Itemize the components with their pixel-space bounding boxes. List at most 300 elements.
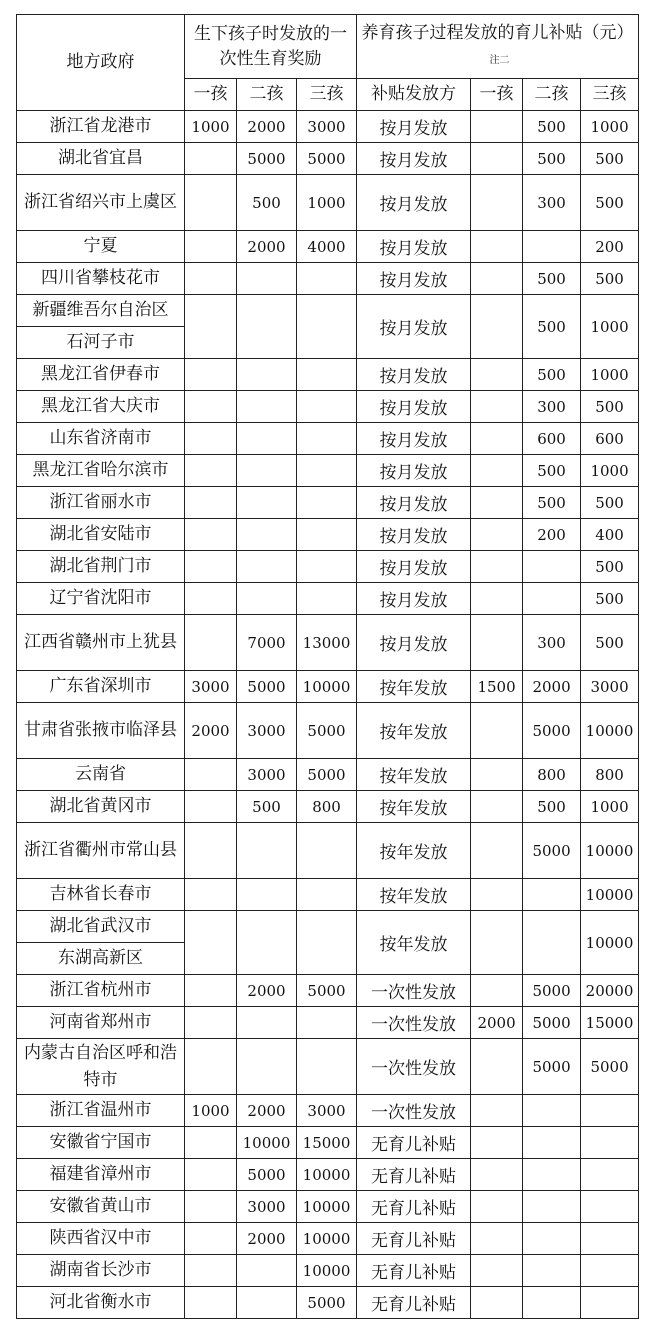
header-subsidy-child3: 三孩 [581, 79, 639, 111]
table-row [17, 615, 639, 671]
cell-birth-child3 [297, 1007, 357, 1039]
cell-subsidy-child3: 15000 [581, 1007, 639, 1039]
cell-birth-child3: 5000 [297, 975, 357, 1007]
cell-subsidy-child3: 1000 [581, 359, 639, 391]
cell-birth-child1 [185, 1191, 237, 1223]
cell-subsidy-child3: 3000 [581, 671, 639, 703]
cell-method: 按月发放 [357, 231, 471, 263]
cell-subsidy-child2: 5000 [523, 1039, 581, 1095]
cell-subsidy-child1 [471, 263, 523, 295]
cell-subsidy-child2: 5000 [523, 1007, 581, 1039]
header-birth-child3: 三孩 [297, 79, 357, 111]
cell-subsidy-child3: 1000 [581, 111, 639, 143]
header-method: 补贴发放方 [357, 79, 471, 111]
cell-birth-child2: 2000 [237, 111, 297, 143]
cell-method: 按月发放 [357, 455, 471, 487]
cell-birth-child3: 15000 [297, 1127, 357, 1159]
cell-birth-child3: 5000 [297, 1287, 357, 1319]
cell-subsidy-child2 [523, 1223, 581, 1255]
cell-birth-child2 [237, 295, 297, 359]
cell-subsidy-child3: 20000 [581, 975, 639, 1007]
cell-method: 一次性发放 [357, 975, 471, 1007]
cell-subsidy-child1 [471, 359, 523, 391]
cell-subsidy-child1 [471, 1287, 523, 1319]
cell-birth-child3: 1000 [297, 175, 357, 231]
cell-subsidy-child1 [471, 1223, 523, 1255]
table-row [17, 1159, 639, 1191]
cell-subsidy-child3: 10000 [581, 703, 639, 759]
table-row [17, 1191, 639, 1223]
cell-birth-child1 [185, 1255, 237, 1287]
cell-government: 内蒙古自治区呼和浩特市 [17, 1039, 185, 1095]
cell-birth-child2 [237, 519, 297, 551]
cell-government: 浙江省衢州市常山县 [17, 823, 185, 879]
cell-subsidy-child3: 1000 [581, 791, 639, 823]
cell-government: 湖北省武汉市 [17, 911, 185, 943]
table-row [17, 263, 639, 295]
cell-birth-child2: 5000 [237, 1159, 297, 1191]
cell-subsidy-child3: 500 [581, 615, 639, 671]
cell-subsidy-child2: 300 [523, 175, 581, 231]
table-row [17, 231, 639, 263]
cell-method: 无育儿补贴 [357, 1159, 471, 1191]
cell-birth-child2: 3000 [237, 703, 297, 759]
cell-subsidy-child2: 500 [523, 791, 581, 823]
header-subsidy-child1: 一孩 [471, 79, 523, 111]
cell-birth-child1 [185, 615, 237, 671]
cell-birth-child3: 800 [297, 791, 357, 823]
table-row [17, 455, 639, 487]
cell-government: 宁夏 [17, 231, 185, 263]
cell-subsidy-child2: 300 [523, 391, 581, 423]
cell-subsidy-child2: 5000 [523, 823, 581, 879]
cell-birth-child2: 10000 [237, 1127, 297, 1159]
table-row [17, 1255, 639, 1287]
cell-subsidy-child1 [471, 519, 523, 551]
table-row [17, 823, 639, 879]
cell-birth-child1 [185, 359, 237, 391]
cell-birth-child3: 5000 [297, 759, 357, 791]
cell-birth-child1: 3000 [185, 671, 237, 703]
cell-birth-child2 [237, 359, 297, 391]
cell-government: 四川省攀枝花市 [17, 263, 185, 295]
cell-subsidy-child2: 500 [523, 455, 581, 487]
cell-method: 按月发放 [357, 391, 471, 423]
cell-method: 按月发放 [357, 295, 471, 359]
cell-subsidy-child1 [471, 703, 523, 759]
cell-government: 安徽省黄山市 [17, 1191, 185, 1223]
cell-government: 山东省济南市 [17, 423, 185, 455]
cell-method: 按年发放 [357, 879, 471, 911]
cell-government: 河北省衡水市 [17, 1287, 185, 1319]
cell-birth-child2 [237, 391, 297, 423]
cell-subsidy-child3: 1000 [581, 455, 639, 487]
cell-subsidy-child3: 10000 [581, 879, 639, 911]
cell-subsidy-child3: 200 [581, 231, 639, 263]
table-row [17, 975, 639, 1007]
cell-birth-child1 [185, 423, 237, 455]
cell-birth-child2: 3000 [237, 1191, 297, 1223]
cell-birth-child2 [237, 1287, 297, 1319]
cell-subsidy-child2: 500 [523, 359, 581, 391]
cell-subsidy-child1 [471, 111, 523, 143]
cell-subsidy-child1 [471, 1191, 523, 1223]
cell-subsidy-child1 [471, 791, 523, 823]
cell-subsidy-child1 [471, 879, 523, 911]
header-birth-child2: 二孩 [237, 79, 297, 111]
cell-subsidy-child3 [581, 1287, 639, 1319]
cell-method: 按月发放 [357, 487, 471, 519]
cell-subsidy-child3: 400 [581, 519, 639, 551]
cell-subsidy-child1 [471, 143, 523, 175]
cell-birth-child3: 3000 [297, 1095, 357, 1127]
cell-subsidy-child1 [471, 615, 523, 671]
cell-birth-child3 [297, 295, 357, 359]
cell-subsidy-child2 [523, 231, 581, 263]
cell-method: 无育儿补贴 [357, 1127, 471, 1159]
cell-birth-child3 [297, 391, 357, 423]
table-row [17, 295, 639, 327]
cell-subsidy-child1 [471, 823, 523, 879]
cell-birth-child1 [185, 1223, 237, 1255]
table-row [17, 703, 639, 759]
cell-birth-child3: 5000 [297, 703, 357, 759]
cell-government: 广东省深圳市 [17, 671, 185, 703]
cell-birth-child1: 2000 [185, 703, 237, 759]
cell-birth-child2: 2000 [237, 1095, 297, 1127]
cell-government: 浙江省杭州市 [17, 975, 185, 1007]
cell-government: 湖南省长沙市 [17, 1255, 185, 1287]
cell-subsidy-child2 [523, 1255, 581, 1287]
cell-subsidy-child2: 200 [523, 519, 581, 551]
cell-subsidy-child2: 500 [523, 295, 581, 359]
cell-subsidy-child2: 500 [523, 487, 581, 519]
table-row [17, 1095, 639, 1127]
cell-method: 按月发放 [357, 175, 471, 231]
cell-birth-child2: 2000 [237, 1223, 297, 1255]
cell-birth-child1 [185, 175, 237, 231]
cell-method: 一次性发放 [357, 1007, 471, 1039]
cell-birth-child2 [237, 551, 297, 583]
cell-government: 湖北省黄冈市 [17, 791, 185, 823]
cell-subsidy-child2 [523, 551, 581, 583]
cell-government-line2: 东湖高新区 [17, 943, 185, 975]
cell-birth-child3: 5000 [297, 143, 357, 175]
cell-government: 河南省郑州市 [17, 1007, 185, 1039]
cell-government: 辽宁省沈阳市 [17, 583, 185, 615]
header-birth-reward: 生下孩子时发放的一次性生育奖励 [185, 15, 357, 79]
cell-birth-child1 [185, 143, 237, 175]
cell-government: 云南省 [17, 759, 185, 791]
cell-method: 按月发放 [357, 519, 471, 551]
cell-subsidy-child1 [471, 175, 523, 231]
cell-method: 按月发放 [357, 615, 471, 671]
cell-birth-child2 [237, 263, 297, 295]
subsidy-table [16, 14, 639, 1319]
cell-subsidy-child2 [523, 1127, 581, 1159]
table-row [17, 175, 639, 231]
cell-birth-child1 [185, 791, 237, 823]
cell-birth-child1 [185, 263, 237, 295]
cell-subsidy-child1: 2000 [471, 1007, 523, 1039]
cell-subsidy-child2: 800 [523, 759, 581, 791]
cell-method: 按月发放 [357, 359, 471, 391]
cell-birth-child1 [185, 823, 237, 879]
cell-birth-child1 [185, 1039, 237, 1095]
cell-subsidy-child2: 5000 [523, 975, 581, 1007]
cell-subsidy-child1 [471, 911, 523, 975]
cell-method: 按年发放 [357, 671, 471, 703]
cell-subsidy-child1: 1500 [471, 671, 523, 703]
cell-subsidy-child3: 500 [581, 175, 639, 231]
cell-birth-child2 [237, 823, 297, 879]
cell-subsidy-child3: 10000 [581, 823, 639, 879]
table-body [17, 111, 639, 1319]
cell-birth-child2 [237, 1255, 297, 1287]
cell-government: 黑龙江省大庆市 [17, 391, 185, 423]
cell-method: 按月发放 [357, 583, 471, 615]
cell-method: 按月发放 [357, 551, 471, 583]
cell-birth-child1 [185, 911, 237, 975]
cell-subsidy-child3 [581, 1191, 639, 1223]
cell-birth-child3: 3000 [297, 111, 357, 143]
cell-birth-child1 [185, 487, 237, 519]
cell-government: 陕西省汉中市 [17, 1223, 185, 1255]
cell-method: 一次性发放 [357, 1095, 471, 1127]
cell-method: 按年发放 [357, 791, 471, 823]
cell-birth-child3 [297, 519, 357, 551]
cell-subsidy-child3: 10000 [581, 911, 639, 975]
cell-birth-child3 [297, 879, 357, 911]
cell-subsidy-child3 [581, 1127, 639, 1159]
cell-subsidy-child2 [523, 583, 581, 615]
table-row [17, 911, 639, 943]
cell-government: 甘肃省张掖市临泽县 [17, 703, 185, 759]
cell-subsidy-child1 [471, 759, 523, 791]
cell-government: 黑龙江省哈尔滨市 [17, 455, 185, 487]
cell-method: 无育儿补贴 [357, 1287, 471, 1319]
cell-subsidy-child1 [471, 1159, 523, 1191]
cell-subsidy-child3: 500 [581, 263, 639, 295]
cell-birth-child3 [297, 263, 357, 295]
header-raising-subsidy [357, 15, 639, 79]
table-row [17, 359, 639, 391]
table-row [17, 487, 639, 519]
table-row [17, 1223, 639, 1255]
cell-subsidy-child3: 500 [581, 391, 639, 423]
cell-birth-child2: 7000 [237, 615, 297, 671]
cell-subsidy-child2 [523, 1287, 581, 1319]
cell-birth-child1 [185, 759, 237, 791]
cell-subsidy-child3: 800 [581, 759, 639, 791]
cell-government: 湖北省安陆市 [17, 519, 185, 551]
table-row [17, 1039, 639, 1095]
cell-birth-child1 [185, 879, 237, 911]
cell-birth-child2 [237, 423, 297, 455]
cell-birth-child3: 10000 [297, 1191, 357, 1223]
cell-birth-child3: 10000 [297, 671, 357, 703]
table-row [17, 759, 639, 791]
cell-government: 浙江省绍兴市上虞区 [17, 175, 185, 231]
table-row [17, 671, 639, 703]
cell-subsidy-child2: 5000 [523, 703, 581, 759]
cell-birth-child1 [185, 231, 237, 263]
cell-birth-child3 [297, 551, 357, 583]
cell-subsidy-child2 [523, 1095, 581, 1127]
cell-subsidy-child3 [581, 1255, 639, 1287]
table-row [17, 423, 639, 455]
cell-birth-child3: 4000 [297, 231, 357, 263]
cell-method: 无育儿补贴 [357, 1223, 471, 1255]
table-row [17, 143, 639, 175]
cell-subsidy-child1 [471, 391, 523, 423]
cell-method: 无育儿补贴 [357, 1191, 471, 1223]
cell-government: 黑龙江省伊春市 [17, 359, 185, 391]
cell-subsidy-child1 [471, 551, 523, 583]
cell-method: 按月发放 [357, 423, 471, 455]
cell-subsidy-child3: 500 [581, 143, 639, 175]
table-row [17, 583, 639, 615]
cell-subsidy-child1 [471, 1127, 523, 1159]
cell-birth-child3 [297, 911, 357, 975]
header-government: 地方政府 [17, 15, 185, 111]
cell-birth-child3 [297, 583, 357, 615]
table-row [17, 551, 639, 583]
table-row [17, 391, 639, 423]
cell-birth-child2 [237, 487, 297, 519]
cell-subsidy-child1 [471, 455, 523, 487]
cell-method: 按年发放 [357, 759, 471, 791]
cell-birth-child1 [185, 975, 237, 1007]
table-row [17, 111, 639, 143]
table-row [17, 791, 639, 823]
cell-subsidy-child2: 500 [523, 263, 581, 295]
cell-birth-child1 [185, 391, 237, 423]
cell-government: 浙江省温州市 [17, 1095, 185, 1127]
cell-birth-child1 [185, 1287, 237, 1319]
cell-subsidy-child3 [581, 1223, 639, 1255]
cell-government: 浙江省丽水市 [17, 487, 185, 519]
cell-subsidy-child2 [523, 879, 581, 911]
cell-subsidy-child3 [581, 1095, 639, 1127]
cell-birth-child1 [185, 295, 237, 359]
cell-subsidy-child2: 2000 [523, 671, 581, 703]
cell-birth-child1 [185, 1127, 237, 1159]
cell-birth-child2: 3000 [237, 759, 297, 791]
cell-subsidy-child2: 500 [523, 143, 581, 175]
cell-birth-child3: 10000 [297, 1159, 357, 1191]
cell-birth-child3 [297, 487, 357, 519]
cell-birth-child1: 1000 [185, 1095, 237, 1127]
cell-subsidy-child1 [471, 1095, 523, 1127]
cell-subsidy-child3: 1000 [581, 295, 639, 359]
cell-subsidy-child1 [471, 1039, 523, 1095]
cell-subsidy-child1 [471, 975, 523, 1007]
cell-birth-child3: 13000 [297, 615, 357, 671]
cell-subsidy-child3: 500 [581, 487, 639, 519]
cell-subsidy-child2 [523, 1191, 581, 1223]
table-row [17, 519, 639, 551]
cell-government: 湖北省宜昌 [17, 143, 185, 175]
cell-method: 按月发放 [357, 143, 471, 175]
cell-government: 江西省赣州市上犹县 [17, 615, 185, 671]
cell-method: 按月发放 [357, 111, 471, 143]
cell-birth-child2: 5000 [237, 671, 297, 703]
cell-method: 按年发放 [357, 703, 471, 759]
cell-birth-child2 [237, 1007, 297, 1039]
cell-subsidy-child1 [471, 295, 523, 359]
cell-birth-child3 [297, 455, 357, 487]
cell-subsidy-child1 [471, 423, 523, 455]
cell-government: 吉林省长春市 [17, 879, 185, 911]
cell-method: 按年发放 [357, 823, 471, 879]
cell-government: 湖北省荆门市 [17, 551, 185, 583]
cell-subsidy-child3: 500 [581, 551, 639, 583]
cell-subsidy-child2: 300 [523, 615, 581, 671]
cell-birth-child2 [237, 911, 297, 975]
header-raising-subsidy-text: 养育孩子过程发放的育儿补贴（元） [361, 22, 634, 43]
cell-birth-child2: 2000 [237, 231, 297, 263]
cell-birth-child2: 500 [237, 175, 297, 231]
table-row [17, 1127, 639, 1159]
cell-birth-child2: 5000 [237, 143, 297, 175]
cell-subsidy-child1 [471, 487, 523, 519]
cell-subsidy-child1 [471, 1255, 523, 1287]
cell-birth-child1 [185, 551, 237, 583]
cell-method: 无育儿补贴 [357, 1255, 471, 1287]
cell-subsidy-child3: 500 [581, 583, 639, 615]
header-birth-child1: 一孩 [185, 79, 237, 111]
cell-birth-child1 [185, 1007, 237, 1039]
cell-birth-child1: 1000 [185, 111, 237, 143]
cell-method: 按年发放 [357, 911, 471, 975]
cell-birth-child2 [237, 455, 297, 487]
cell-birth-child1 [185, 519, 237, 551]
cell-subsidy-child1 [471, 231, 523, 263]
cell-government: 安徽省宁国市 [17, 1127, 185, 1159]
cell-subsidy-child2: 500 [523, 111, 581, 143]
cell-subsidy-child2 [523, 1159, 581, 1191]
cell-method: 一次性发放 [357, 1039, 471, 1095]
cell-subsidy-child1 [471, 583, 523, 615]
cell-method: 按月发放 [357, 263, 471, 295]
table-row [17, 879, 639, 911]
cell-subsidy-child2 [523, 911, 581, 975]
cell-subsidy-child2: 600 [523, 423, 581, 455]
cell-birth-child2: 2000 [237, 975, 297, 1007]
cell-birth-child3 [297, 423, 357, 455]
cell-subsidy-child3 [581, 1159, 639, 1191]
cell-birth-child2 [237, 879, 297, 911]
cell-birth-child3: 10000 [297, 1223, 357, 1255]
cell-government: 新疆维吾尔自治区 [17, 295, 185, 327]
cell-birth-child1 [185, 1159, 237, 1191]
cell-birth-child1 [185, 583, 237, 615]
cell-government-line2: 石河子市 [17, 327, 185, 359]
table-row [17, 1007, 639, 1039]
cell-subsidy-child3: 600 [581, 423, 639, 455]
cell-birth-child3 [297, 359, 357, 391]
cell-subsidy-child3: 5000 [581, 1039, 639, 1095]
cell-birth-child1 [185, 455, 237, 487]
cell-birth-child2: 500 [237, 791, 297, 823]
header-note: 注二 [489, 54, 510, 66]
table-row [17, 1287, 639, 1319]
cell-government: 浙江省龙港市 [17, 111, 185, 143]
cell-birth-child2 [237, 583, 297, 615]
cell-birth-child3 [297, 1039, 357, 1095]
cell-birth-child3 [297, 823, 357, 879]
